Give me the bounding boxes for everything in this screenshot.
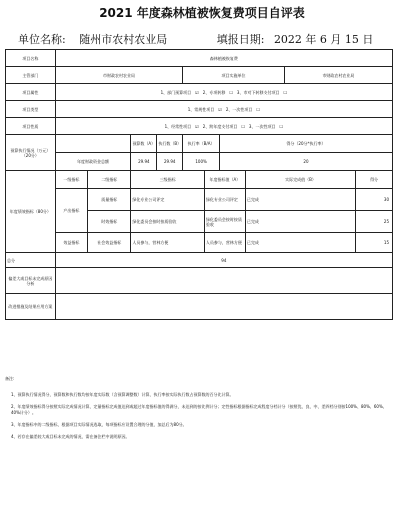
- perf-l3: 人员参与，营林方便: [131, 233, 204, 253]
- funds-score: 20: [219, 153, 392, 171]
- funds-budget-header: 预算数（A）: [131, 135, 157, 153]
- perf-actual: 已完成: [245, 189, 355, 211]
- nature-value: 1、经常性项目 ☑ 2、跨年度支付项目 ☐ 3、一次性项目 ☐: [55, 118, 392, 135]
- funds-budget: 29.94: [131, 153, 157, 171]
- attr-value: 1、部门预算项目 ☑ 2、专项转移 ☐ 3、市对下转移支付项目 ☐: [55, 84, 392, 101]
- perf-l1: 效益指标: [55, 233, 87, 253]
- attr-label: 项目属性: [6, 84, 56, 101]
- perf-l3: 绿化专业公司评定: [131, 189, 204, 211]
- notes: [5, 376, 395, 446]
- perf-score-header: 得分: [356, 171, 393, 189]
- note-item: 1、预算执行情况得分，预算数和执行数均按年度实际数（含预算调整数）计算，执行率按实际执行数占预算数的百分比计算。: [11, 392, 234, 397]
- note-item: 3、年度指标中的二级指标，根据项目实际情况选取，每项指标应设置合理的分值，加总后为80分。: [11, 422, 187, 427]
- funds-label: 预算执行情况（万元）（20分）: [6, 135, 56, 171]
- notes-heading: 备注:: [5, 376, 15, 381]
- project-name-label: 项目名称: [6, 50, 56, 67]
- unit-value: 随州市农村农业局: [79, 33, 168, 46]
- perf-actual: 已完成: [245, 233, 355, 253]
- perf-target: 绿化委员会按时按质验收: [204, 211, 245, 233]
- date-label: 填报日期:: [216, 33, 265, 46]
- page-title: 2021 年度森林植被恢复费项目自评表: [99, 6, 305, 20]
- type-label: 项目类型: [6, 101, 56, 118]
- date-value: 2022 年 6 月 15 日: [273, 33, 374, 46]
- total-label: 总分: [6, 253, 56, 268]
- perf-score: 25: [356, 211, 393, 233]
- perf-actual-header: 实际完成值（B）: [245, 171, 355, 189]
- header-info: [18, 31, 388, 47]
- perf-target-header: 年度指标值（A）: [204, 171, 245, 189]
- project-name-value: 森林植被恢复费: [55, 50, 392, 67]
- total-value: 94: [55, 253, 392, 268]
- perf-actual: 已完成: [245, 211, 355, 233]
- funds-exec: 29.94: [157, 153, 183, 171]
- perf-l2: 时效指标: [88, 211, 131, 233]
- perf-label: 年度绩效指标（80分）: [6, 171, 56, 253]
- perf-target: 人员参与，营林方便: [204, 233, 245, 253]
- perf-score: 30: [356, 189, 393, 211]
- perf-l3-header: 三级指标: [131, 171, 204, 189]
- perf-l1: 产出指标: [55, 189, 87, 233]
- perf-score: 15: [356, 233, 393, 253]
- impl-unit-label: 项目实施单位: [183, 67, 285, 84]
- note-item: 4、若存在偏差较大或目标未完成的情况，需在备注栏中说明原因。: [11, 434, 130, 439]
- perf-l3: 绿化委员会按时按质验收: [131, 211, 204, 233]
- perf-l2-header: 二级指标: [88, 171, 131, 189]
- funds-rate: 100%: [183, 153, 220, 171]
- impl-unit-value: 市财政农村农业局: [284, 67, 392, 84]
- measures-label: 改进措施及结果应用方案: [6, 294, 56, 320]
- unit-label: 单位名称:: [18, 33, 66, 46]
- evaluation-table: [5, 49, 393, 320]
- funds-score-header: 得分（20分*执行率）: [219, 135, 392, 153]
- nature-label: 项目性质: [6, 118, 56, 135]
- perf-target: 绿化专业公司评定: [204, 189, 245, 211]
- perf-l2: 社会效益指标: [88, 233, 131, 253]
- type-value: 1、常规性项目 ☑ 2、一次性项目 ☐: [55, 101, 392, 118]
- dept-value: 市财政农村农业局: [55, 67, 183, 84]
- funds-row-label: 年度财政资金总额: [55, 153, 131, 171]
- problems-label: 偏差大或目标未完成原因分析: [6, 268, 56, 294]
- funds-exec-header: 执行数（B）: [157, 135, 183, 153]
- funds-rate-header: 执行率（B/A）: [183, 135, 220, 153]
- perf-l1-header: 一级指标: [55, 171, 87, 189]
- dept-label: 主管部门: [6, 67, 56, 84]
- note-item: 2、年度绩效指标得分按照实际完成情况计算，定量指标完成值达到或超过年度指标值的得满分，未达到的按比例计分；定性指标根据指标完成程度分档计分（按照优、良、中、差四档分别按100%、80%、60%、40%计分）。: [11, 404, 387, 415]
- perf-l2: 质量指标: [88, 189, 131, 211]
